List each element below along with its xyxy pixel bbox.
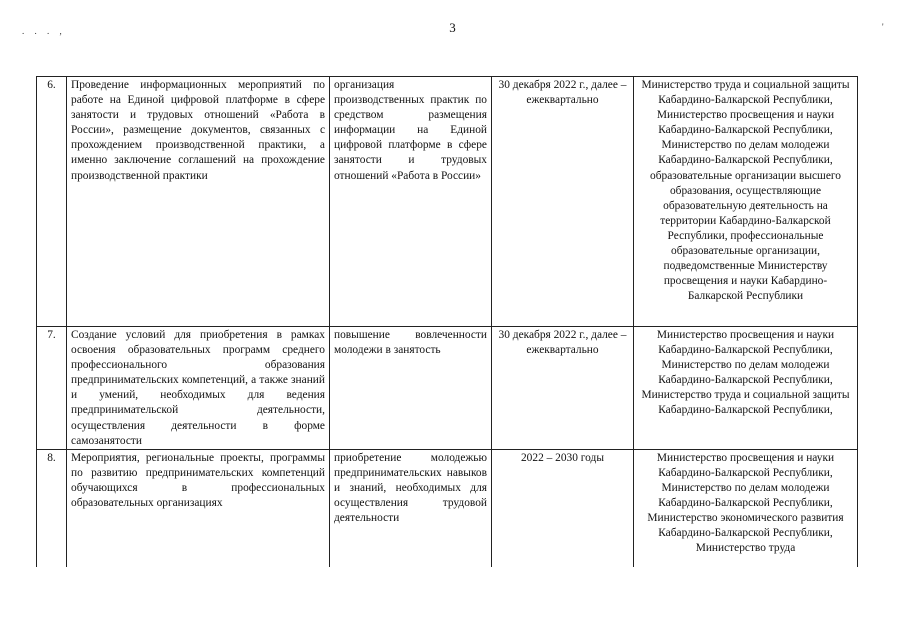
measure-cell: Создание условий для приобретения в рамках освоения образовательных программ среднего профессионального образования предпринимательских компетенций, а также знаний и умений, необходимых для ведения предпринимательской деятельности, осуществления деятельности в форме самозанятости [67,327,330,450]
executors-cell: Министерство просвещения и науки Кабардино-Балкарской Республики, Министерство по делам молодежи Кабардино-Балкарской Республики, Министерство труда и социальной защиты Кабардино-Балкарской Республики, [634,327,858,450]
table-row [37,77,858,327]
measure-cell: Мероприятия, региональные проекты, программы по развитию предпринимательских компетенций обучающихся в профессиональных образовательных организациях [67,449,330,567]
table-row [37,449,858,567]
row-number: 6. [37,77,67,327]
executors-cell: Министерство труда и социальной защиты Кабардино-Балкарской Республики, Министерство просвещения и науки Кабардино-Балкарской Республики, Министерство по делам молодежи Кабардино-Балкарской Республики, образовательные организации высшего образования, осуществляющие образовательную деятельность на территории Кабардино-Балкарской Республики, профессиональные образовательные организации, подведомственные Министерству просвещения и науки Кабардино-Балкарской Республики [634,77,858,327]
result-cell: повышение вовлеченности молодежи в занятость [330,327,492,450]
term-cell: 30 декабря 2022 г., далее – ежеквартально [492,77,634,327]
scan-mark-left: . . . , [22,26,66,36]
measure-cell: Проведение информационных мероприятий по работе на Единой цифровой платформе в сфере занятости и трудовых отношений «Работа в России», размещение документов, связанных с прохождением производственной практики, а именно заключение соглашений на прохождение производственной практики [67,77,330,327]
scan-mark-right: ' [882,22,884,32]
result-cell: приобретение молодежью предпринимательских навыков и знаний, необходимых для осуществления трудовой деятельности [330,449,492,567]
table-row [37,327,858,450]
term-cell: 2022 – 2030 годы [492,449,634,567]
executors-cell: Министерство просвещения и науки Кабардино-Балкарской Республики, Министерство по делам молодежи Кабардино-Балкарской Республики, Министерство экономического развития Кабардино-Балкарской Республики, Министерство труда [634,449,858,567]
page-number: 3 [449,20,456,35]
row-number: 8. [37,449,67,567]
result-cell: организация производственных практик по средством размещения информации на Единой цифровой платформе в сфере занятости и трудовых отношений «Работа в России» [330,77,492,327]
row-number: 7. [37,327,67,450]
measures-table [36,76,858,567]
term-cell: 30 декабря 2022 г., далее – ежеквартально [492,327,634,450]
